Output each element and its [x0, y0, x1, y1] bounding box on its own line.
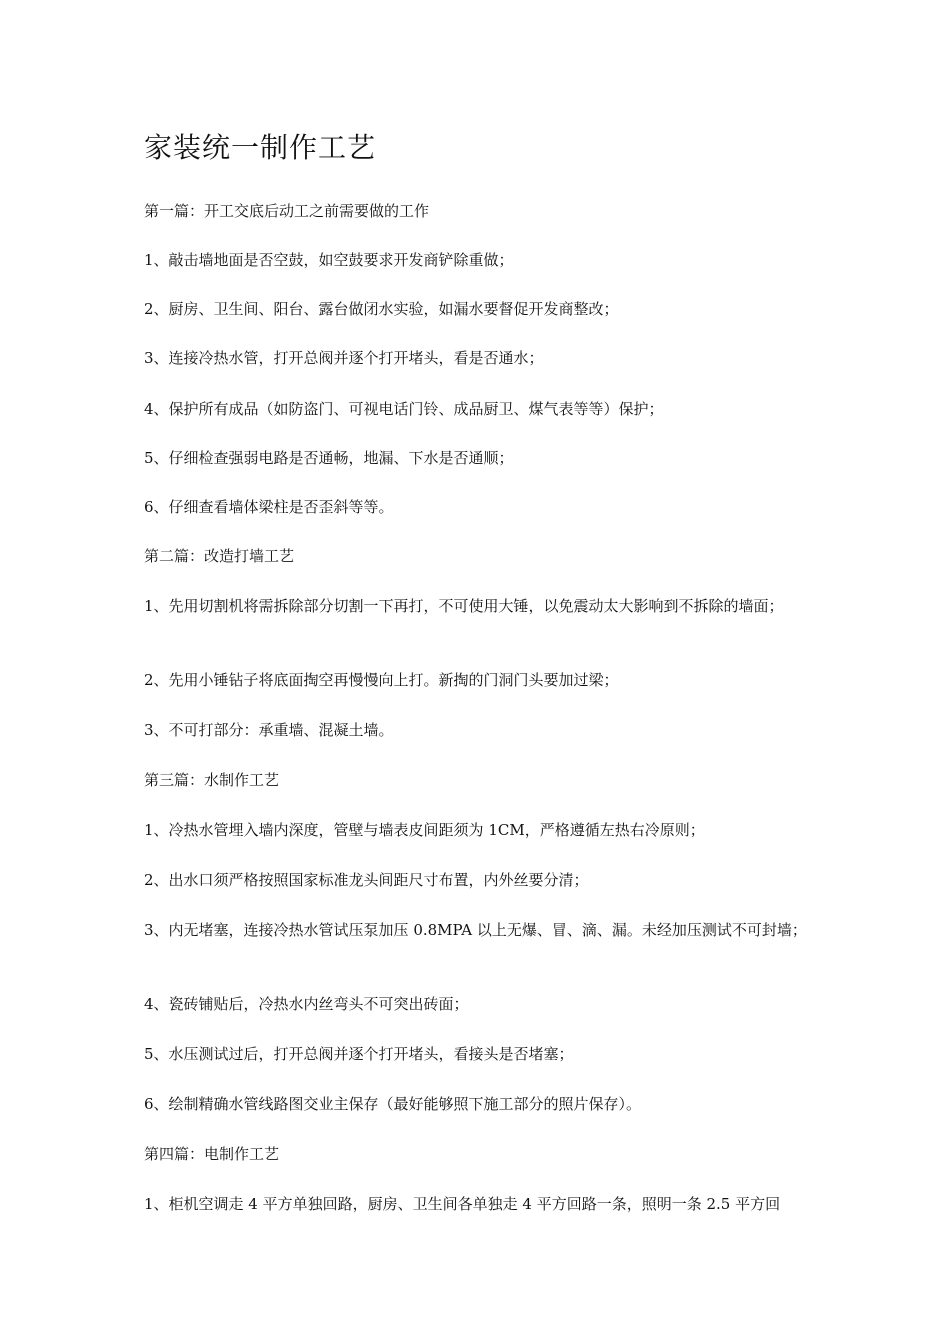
paragraph: 1、敲击墙地面是否空鼓，如空鼓要求开发商铲除重做； — [144, 251, 514, 269]
paragraph: 4、瓷砖铺贴后，冷热水内丝弯头不可突出砖面； — [144, 995, 469, 1013]
paragraph: 2、厨房、卫生间、阳台、露台做闭水实验，如漏水要督促开发商整改； — [144, 300, 619, 318]
paragraph: 6、绘制精确水管线路图交业主保存（最好能够照下施工部分的照片保存）。 — [144, 1095, 642, 1113]
paragraph: 5、仔细检查强弱电路是否通畅，地漏、下水是否通顺； — [144, 449, 514, 467]
paragraph: 1、冷热水管埋入墙内深度，管壁与墙表皮间距须为 1CM，严格遵循左热右冷原则； — [144, 821, 705, 839]
paragraph: 3、不可打部分：承重墙、混凝土墙。 — [144, 721, 394, 739]
section-heading-2: 第二篇：改造打墙工艺 — [144, 547, 295, 565]
paragraph: 1、先用切割机将需拆除部分切割一下再打，不可使用大锤，以免震动太大影响到不拆除的墙面； — [144, 597, 784, 615]
document-title: 家装统一制作工艺 — [144, 131, 377, 164]
section-heading-4: 第四篇：电制作工艺 — [144, 1145, 280, 1163]
paragraph: 5、水压测试过后，打开总阀并逐个打开堵头，看接头是否堵塞； — [144, 1045, 574, 1063]
section-heading-1: 第一篇：开工交底后动工之前需要做的工作 — [144, 202, 430, 220]
paragraph: 3、内无堵塞，连接冷热水管试压泵加压 0.8MPA 以上无爆、冒、滴、漏。未经加压测试不可封墙； — [144, 921, 807, 939]
paragraph: 6、仔细查看墙体梁柱是否歪斜等等。 — [144, 498, 394, 516]
paragraph: 1、柜机空调走 4 平方单独回路，厨房、卫生间各单独走 4 平方回路一条，照明一条 2.5 平方回 — [144, 1195, 781, 1213]
paragraph: 2、出水口须严格按照国家标准龙头间距尺寸布置，内外丝要分清； — [144, 871, 589, 889]
paragraph: 4、保护所有成品（如防盗门、可视电话门铃、成品厨卫、煤气表等等）保护； — [144, 400, 664, 418]
paragraph: 2、先用小锤钻子将底面掏空再慢慢向上打。新掏的门洞门头要加过梁； — [144, 671, 619, 689]
paragraph: 3、连接冷热水管，打开总阀并逐个打开堵头，看是否通水； — [144, 349, 544, 367]
section-heading-3: 第三篇：水制作工艺 — [144, 771, 280, 789]
